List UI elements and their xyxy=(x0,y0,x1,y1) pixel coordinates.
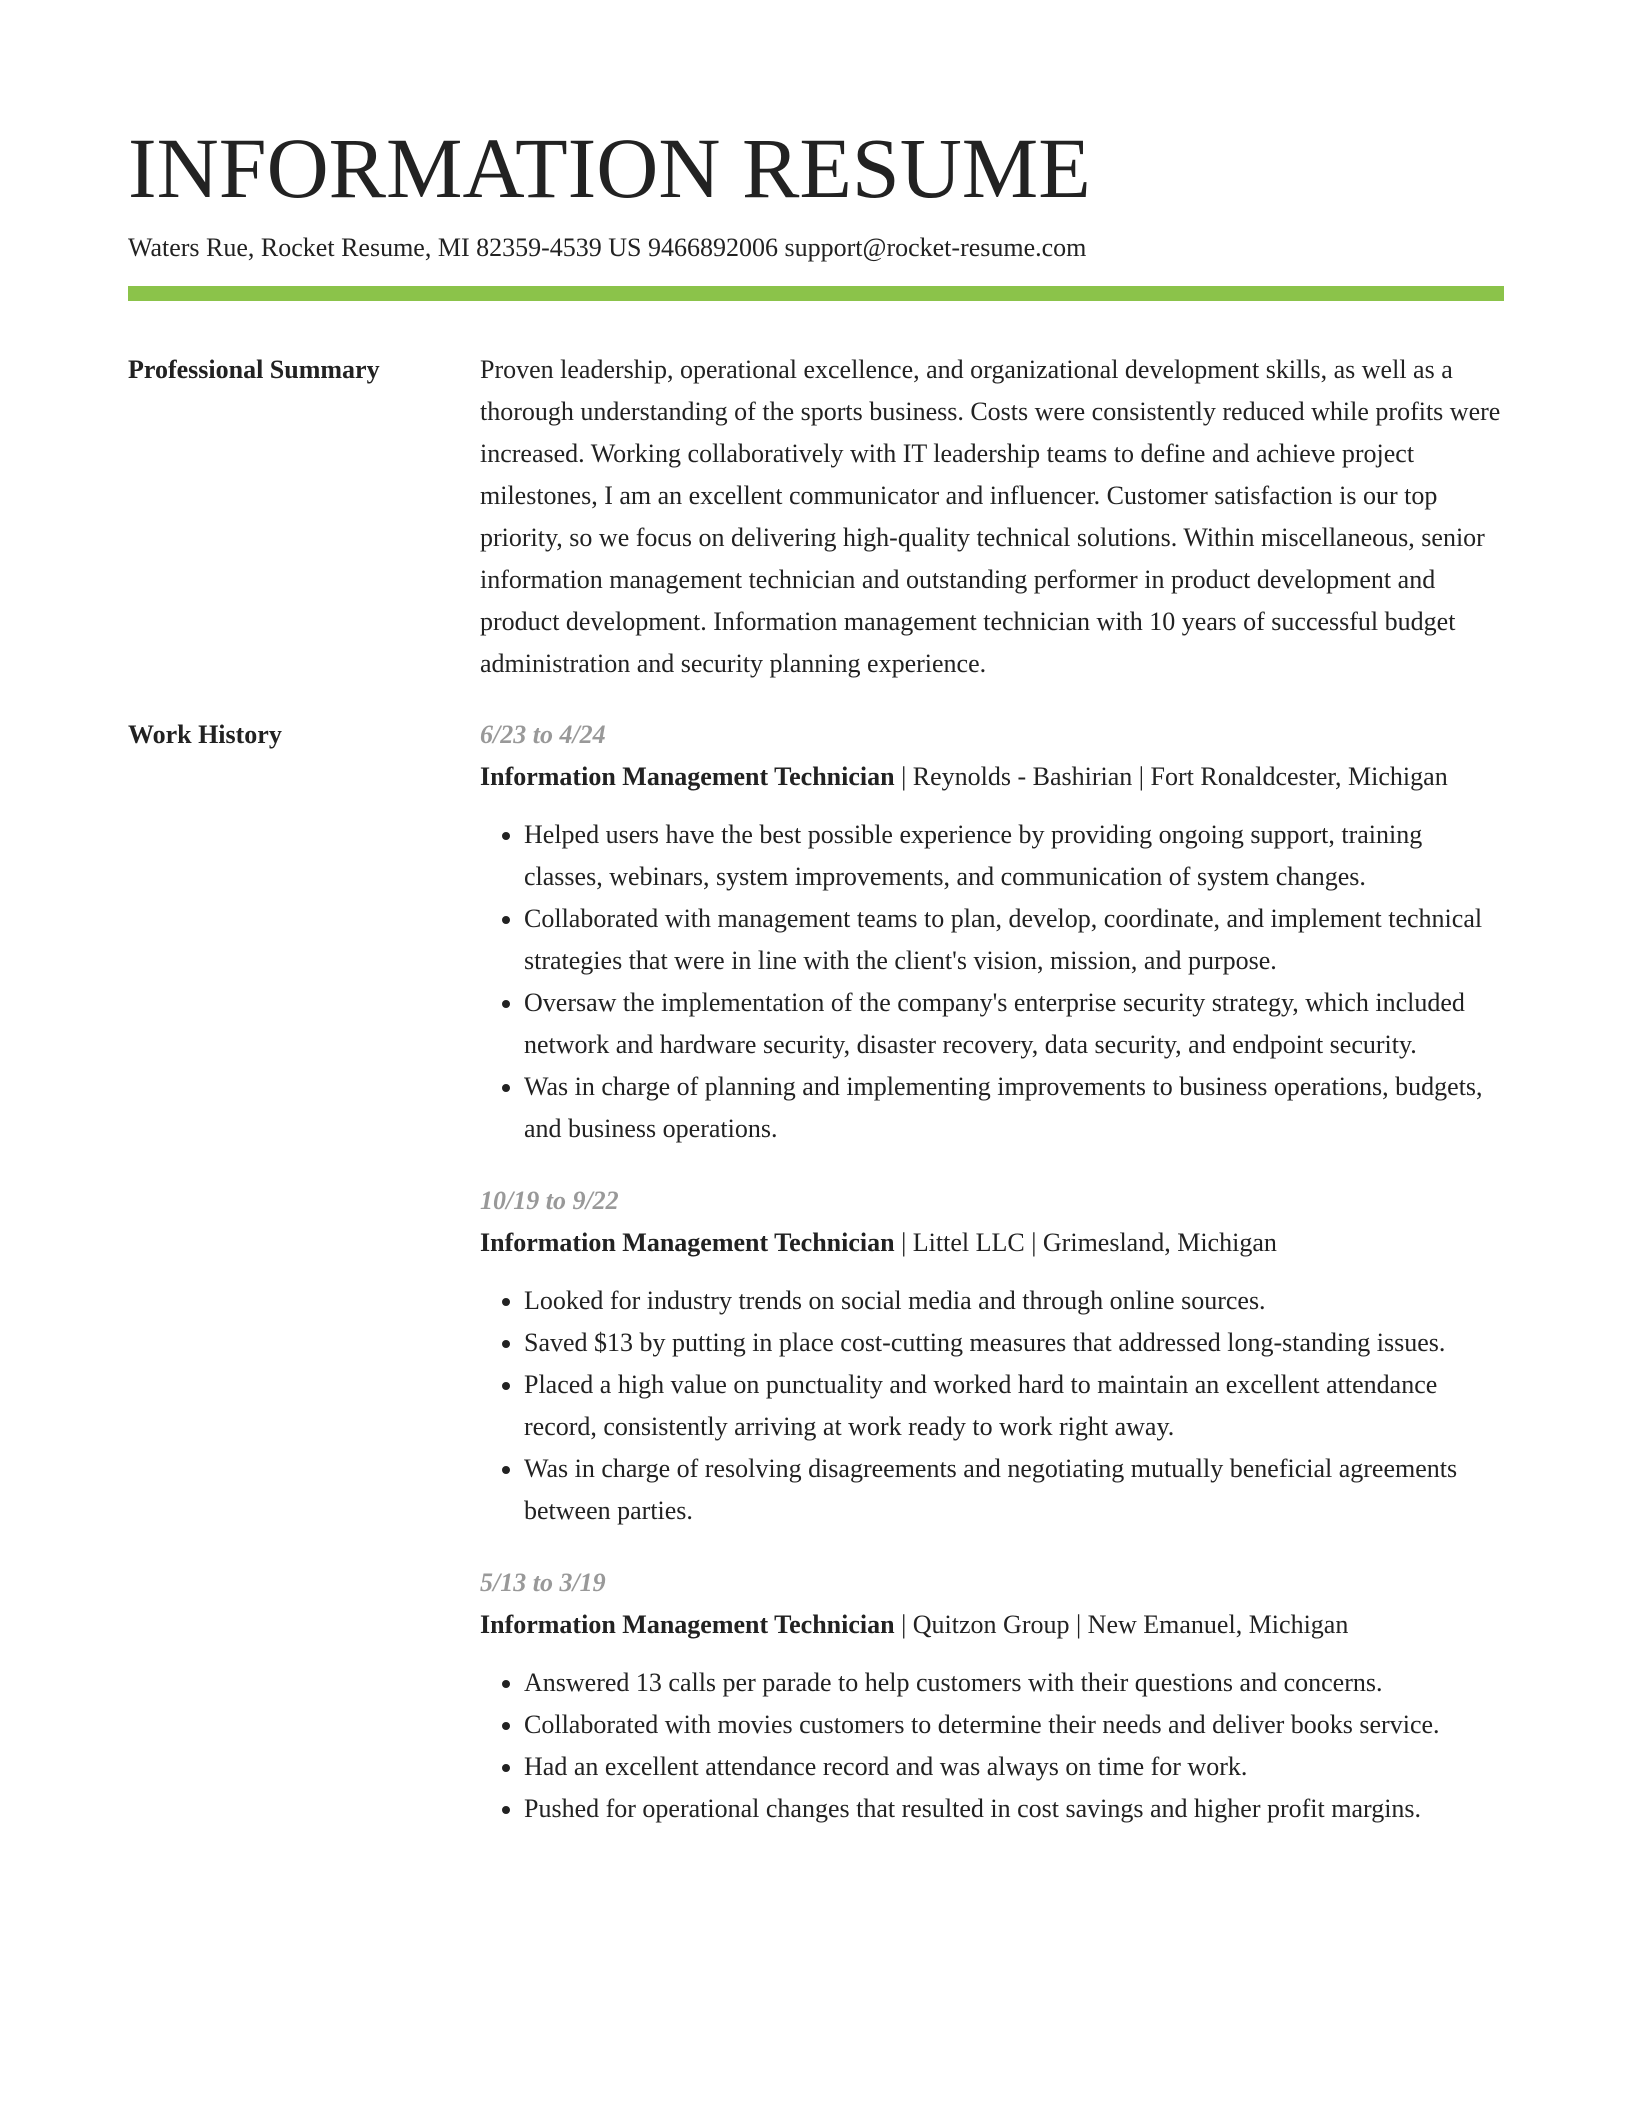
professional-summary-section xyxy=(128,349,1504,685)
job-bullets xyxy=(480,1280,1504,1532)
job-dates: 6/23 to 4/24 xyxy=(480,720,606,749)
header-divider xyxy=(128,286,1504,301)
job-bullet: • Pushed for operational changes that resulted in cost savings and higher profit margins. xyxy=(524,1788,1504,1830)
job-title: Information Management Technician xyxy=(480,762,895,791)
job-details: | Reynolds - Bashirian | Fort Ronaldcester, Michigan xyxy=(894,762,1448,791)
work-history-section xyxy=(128,714,1504,1830)
job-bullet: • Looked for industry trends on social media and through online sources. xyxy=(524,1280,1504,1322)
contact-email: support@rocket-resume.com xyxy=(784,233,1087,262)
job-entry xyxy=(480,1180,1504,1532)
job-title: Information Management Technician xyxy=(480,1610,895,1639)
job-bullets xyxy=(480,1662,1504,1830)
job-details: | Quitzon Group | New Emanuel, Michigan xyxy=(894,1610,1349,1639)
summary-body xyxy=(480,349,1504,685)
contact-address: Waters Rue, Rocket Resume, MI 82359-4539 US xyxy=(128,233,642,262)
contact-phone: 9466892006 xyxy=(648,233,778,262)
job-bullets xyxy=(480,814,1504,1150)
work-history-body xyxy=(480,714,1504,1830)
job-bullet: • Was in charge of resolving disagreements and negotiating mutually beneficial agreements between parties. xyxy=(524,1448,1504,1532)
job-bullet: • Had an excellent attendance record and was always on time for work. xyxy=(524,1746,1504,1788)
job-dates: 5/13 to 3/19 xyxy=(480,1568,606,1597)
job-title-line xyxy=(480,756,1504,798)
job-dates: 10/19 to 9/22 xyxy=(480,1186,619,1215)
job-bullet: • Placed a high value on punctuality and worked hard to maintain an excellent attendance record, consistently arriving at work ready to work right away. xyxy=(524,1364,1504,1448)
job-entry xyxy=(480,1562,1504,1830)
job-title-line xyxy=(480,1222,1504,1264)
job-bullet: • Answered 13 calls per parade to help customers with their questions and concerns. xyxy=(524,1662,1504,1704)
resume-name: INFORMATION RESUME xyxy=(128,120,1091,216)
job-title: Information Management Technician xyxy=(480,1228,895,1257)
job-title-line xyxy=(480,1604,1504,1646)
job-bullet: • Saved $13 by putting in place cost-cutting measures that addressed long-standing issues. xyxy=(524,1322,1504,1364)
section-label-summary: Professional Summary xyxy=(128,355,380,384)
job-bullet: • Collaborated with management teams to plan, develop, coordinate, and implement technical strategies that were in line with the client's vision, mission, and purpose. xyxy=(524,898,1504,982)
resume-page xyxy=(128,0,1504,1830)
job-bullet: • Helped users have the best possible experience by providing ongoing support, training classes, webinars, system improvements, and communication of system changes. xyxy=(524,814,1504,898)
job-entry xyxy=(480,714,1504,1150)
summary-text: Proven leadership, operational excellence, and organizational development skills, as well as a thorough understanding of the sports business. Costs were consistently reduced while profits were increased. Working collaboratively with IT leadership teams to define and achieve project milestones, I am an excellent communicator and influencer. Customer satisfaction is our top priority, so we focus on delivering high-quality technical solutions. Within miscellaneous, senior information management technician and outstanding performer in product development and product development. Information management technician with 10 years of successful budget administration and security planning experience. xyxy=(480,355,1501,678)
section-label-work-history: Work History xyxy=(128,720,282,749)
job-bullet: • Was in charge of planning and implementing improvements to business operations, budgets, and business operations. xyxy=(524,1066,1504,1150)
job-details: | Littel LLC | Grimesland, Michigan xyxy=(894,1228,1277,1257)
contact-line xyxy=(128,230,1504,266)
job-bullet: • Collaborated with movies customers to determine their needs and deliver books service. xyxy=(524,1704,1504,1746)
job-bullet: • Oversaw the implementation of the company's enterprise security strategy, which included network and hardware security, disaster recovery, data security, and endpoint security. xyxy=(524,982,1504,1066)
